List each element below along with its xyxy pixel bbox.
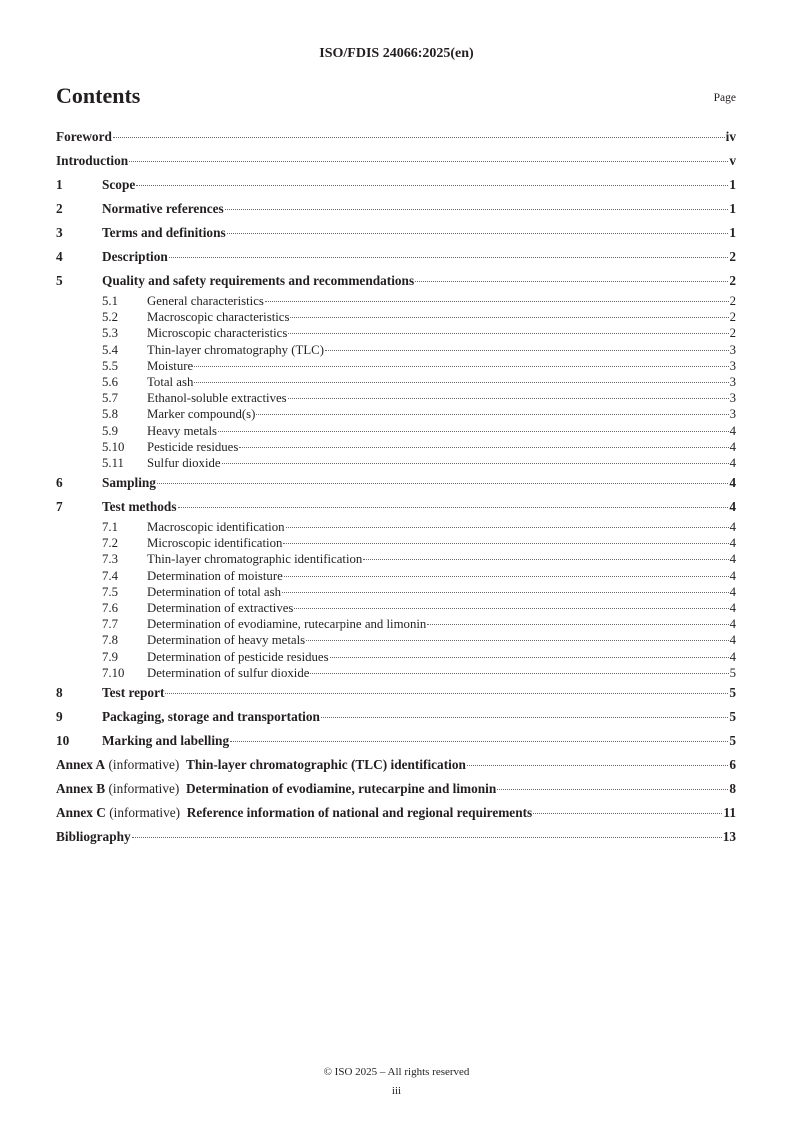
entry-page: iv bbox=[725, 129, 736, 144]
entry-title: Macroscopic identification bbox=[147, 520, 285, 535]
entry-page: 11 bbox=[723, 804, 736, 820]
entry-title: Introduction bbox=[56, 153, 129, 168]
dot-leader bbox=[129, 161, 728, 162]
entry-title: Determination of pesticide residues bbox=[147, 649, 329, 664]
dot-leader bbox=[227, 233, 729, 234]
toc-entry[interactable] bbox=[56, 125, 736, 149]
toc-entry[interactable] bbox=[56, 825, 736, 849]
toc-annex-entry[interactable] bbox=[56, 753, 736, 777]
toc-subentry[interactable] bbox=[56, 519, 736, 535]
entry-title: Test methods bbox=[102, 499, 177, 515]
entry-number: 5.7 bbox=[102, 391, 118, 406]
toc-subentry[interactable] bbox=[56, 423, 736, 439]
entry-page: 4 bbox=[729, 601, 736, 615]
page-title: Contents bbox=[56, 83, 141, 108]
entry-number: 10 bbox=[56, 732, 70, 748]
dot-leader bbox=[282, 592, 729, 593]
toc-subentry[interactable] bbox=[56, 293, 736, 309]
entry-page: 4 bbox=[729, 536, 736, 551]
entry-title: Pesticide residues bbox=[147, 439, 239, 454]
toc-subentry[interactable] bbox=[56, 649, 736, 665]
dot-leader bbox=[288, 398, 729, 399]
entry-number: 9 bbox=[56, 708, 63, 724]
entry-title: Marker compound(s) bbox=[147, 407, 256, 422]
dot-leader bbox=[290, 317, 728, 318]
toc-entry[interactable] bbox=[56, 245, 736, 269]
entry-page: 2 bbox=[729, 326, 736, 341]
toc-annex-entry[interactable] bbox=[56, 801, 736, 825]
entry-title: Determination of moisture bbox=[147, 568, 283, 583]
entry-title: Quality and safety requirements and recommendations bbox=[102, 273, 415, 288]
entry-number: 5.6 bbox=[102, 374, 118, 389]
entry-title: Total ash bbox=[147, 374, 194, 389]
entry-title: Thin-layer chromatography (TLC) bbox=[147, 342, 324, 357]
dot-leader bbox=[363, 559, 728, 560]
entry-title: Heavy metals bbox=[147, 423, 218, 438]
dot-leader bbox=[194, 366, 728, 367]
dot-leader bbox=[222, 463, 729, 464]
table-of-contents bbox=[56, 125, 736, 849]
entry-title: Packaging, storage and transportation bbox=[102, 708, 320, 724]
entry-number: 7.4 bbox=[102, 568, 118, 583]
toc-subentry[interactable] bbox=[56, 455, 736, 471]
entry-page: 5 bbox=[729, 732, 736, 748]
entry-title: Sulfur dioxide bbox=[147, 455, 221, 470]
toc-subentry[interactable] bbox=[56, 551, 736, 567]
entry-number: 7.6 bbox=[102, 601, 118, 615]
entry-number: 4 bbox=[56, 249, 63, 264]
entry-number: 7.2 bbox=[102, 536, 118, 551]
entry-number: 8 bbox=[56, 684, 63, 700]
dot-leader bbox=[288, 333, 728, 334]
toc-subentry[interactable] bbox=[56, 535, 736, 551]
toc-subentry[interactable] bbox=[56, 358, 736, 374]
entry-title: Determination of evodiamine, rutecarpine and limonin bbox=[186, 780, 497, 796]
annex-label: Annex A bbox=[56, 756, 106, 772]
dot-leader bbox=[136, 185, 728, 186]
dot-leader bbox=[321, 717, 728, 718]
entry-title: Sampling bbox=[102, 475, 156, 491]
toc-subentry[interactable] bbox=[56, 406, 736, 422]
entry-number: 7.5 bbox=[102, 584, 118, 599]
toc-subentry[interactable] bbox=[56, 665, 736, 681]
entry-title: Description bbox=[102, 249, 168, 264]
entry-page: 6 bbox=[729, 756, 736, 772]
entry-page: 4 bbox=[729, 439, 736, 454]
entry-title: Test report bbox=[102, 684, 165, 700]
entry-number: 1 bbox=[56, 177, 63, 192]
entry-page: 3 bbox=[729, 407, 736, 422]
entry-page: 4 bbox=[729, 568, 736, 583]
dot-leader bbox=[310, 673, 728, 674]
toc-subentry[interactable] bbox=[56, 584, 736, 600]
entry-title: Determination of extractives bbox=[147, 601, 294, 615]
toc-entry[interactable] bbox=[56, 705, 736, 729]
dot-leader bbox=[165, 693, 728, 694]
dot-leader bbox=[325, 350, 729, 351]
dot-leader bbox=[132, 837, 722, 838]
entry-page: 4 bbox=[729, 520, 736, 535]
dot-leader bbox=[284, 576, 729, 577]
entry-title: Terms and definitions bbox=[102, 225, 226, 240]
entry-number: 3 bbox=[56, 225, 63, 240]
entry-page: 4 bbox=[729, 584, 736, 599]
toc-subentry[interactable] bbox=[56, 600, 736, 616]
dot-leader bbox=[239, 447, 728, 448]
toc-subentry[interactable] bbox=[56, 309, 736, 325]
toc-subentry[interactable] bbox=[56, 390, 736, 406]
toc-subentry[interactable] bbox=[56, 374, 736, 390]
entry-page: 4 bbox=[729, 633, 736, 648]
entry-page: 1 bbox=[729, 201, 736, 216]
toc-entry[interactable] bbox=[56, 269, 736, 293]
entry-number: 5 bbox=[56, 273, 63, 288]
entry-page: 13 bbox=[722, 828, 736, 844]
entry-number: 5.5 bbox=[102, 358, 118, 373]
dot-leader bbox=[194, 382, 728, 383]
entry-page: 8 bbox=[729, 780, 736, 796]
toc-entry[interactable] bbox=[56, 149, 736, 173]
entry-title: Marking and labelling bbox=[102, 732, 230, 748]
toc-subentry[interactable] bbox=[56, 342, 736, 358]
entry-title: Determination of heavy metals bbox=[147, 633, 306, 648]
dot-leader bbox=[157, 483, 728, 484]
entry-title: Determination of evodiamine, rutecarpine and limonin bbox=[147, 617, 427, 632]
entry-number: 7.8 bbox=[102, 633, 118, 648]
toc-entry[interactable] bbox=[56, 681, 736, 705]
dot-leader bbox=[178, 507, 729, 508]
entry-title: Moisture bbox=[147, 358, 194, 373]
entry-number: 5.3 bbox=[102, 326, 118, 341]
entry-title: Scope bbox=[102, 177, 136, 192]
dot-leader bbox=[415, 281, 728, 282]
entry-page: 2 bbox=[729, 273, 736, 288]
entry-page: 4 bbox=[729, 552, 736, 567]
dot-leader bbox=[467, 765, 728, 766]
document-header: ISO/FDIS 24066:2025(en) bbox=[319, 46, 474, 61]
entry-page: 4 bbox=[729, 475, 736, 491]
dot-leader bbox=[113, 137, 725, 138]
page-number: iii bbox=[391, 1085, 402, 1097]
toc-subentry[interactable] bbox=[56, 632, 736, 648]
entry-page: 2 bbox=[729, 310, 736, 325]
entry-page: 4 bbox=[729, 499, 736, 515]
entry-title: Determination of sulfur dioxide bbox=[147, 665, 310, 680]
entry-title: Normative references bbox=[102, 201, 224, 216]
dot-leader bbox=[256, 414, 728, 415]
dot-leader bbox=[265, 301, 729, 302]
entry-title: Thin-layer chromatographic identification bbox=[147, 552, 363, 567]
entry-page: 3 bbox=[729, 342, 736, 357]
entry-number: 5.10 bbox=[102, 439, 125, 454]
entry-number: 5.9 bbox=[102, 423, 118, 438]
annex-type: (informative) bbox=[108, 780, 180, 796]
annex-type: (informative) bbox=[108, 756, 180, 772]
annex-label: Annex C bbox=[56, 804, 106, 820]
toc-entry[interactable] bbox=[56, 173, 736, 197]
entry-number: 5.2 bbox=[102, 310, 118, 325]
dot-leader bbox=[169, 257, 729, 258]
dot-leader bbox=[286, 527, 729, 528]
entry-title: Ethanol-soluble extractives bbox=[147, 391, 287, 406]
entry-number: 5.11 bbox=[102, 455, 124, 470]
dot-leader bbox=[230, 741, 728, 742]
toc-subentry[interactable] bbox=[56, 568, 736, 584]
toc-entry[interactable] bbox=[56, 729, 736, 753]
annex-label: Annex B bbox=[56, 780, 106, 796]
entry-page: 1 bbox=[729, 177, 736, 192]
toc-entry[interactable] bbox=[56, 221, 736, 245]
entry-number: 7.3 bbox=[102, 552, 118, 567]
entry-title: Macroscopic characteristics bbox=[147, 310, 290, 325]
entry-title: Microscopic characteristics bbox=[147, 326, 288, 341]
entry-title: Thin-layer chromatographic (TLC) identification bbox=[186, 756, 466, 772]
toc-subentry[interactable] bbox=[56, 325, 736, 341]
entry-number: 7.10 bbox=[102, 665, 125, 680]
toc-annex-entry[interactable] bbox=[56, 777, 736, 801]
entry-number: 6 bbox=[56, 475, 63, 491]
entry-page: 3 bbox=[729, 391, 736, 406]
entry-page: 3 bbox=[729, 374, 736, 389]
entry-page: 5 bbox=[729, 708, 736, 724]
dot-leader bbox=[306, 640, 728, 641]
toc-entry[interactable] bbox=[56, 197, 736, 221]
entry-title: Bibliography bbox=[56, 828, 131, 844]
toc-subentry[interactable] bbox=[56, 439, 736, 455]
entry-page: 5 bbox=[729, 665, 736, 680]
entry-number: 5.8 bbox=[102, 407, 118, 422]
entry-page: 5 bbox=[729, 684, 736, 700]
dot-leader bbox=[497, 789, 728, 790]
entry-title: Microscopic identification bbox=[147, 536, 283, 551]
entry-page: 3 bbox=[729, 358, 736, 373]
toc-entry[interactable] bbox=[56, 471, 736, 495]
entry-number: 7.1 bbox=[102, 520, 118, 535]
annex-type: (informative) bbox=[109, 804, 181, 820]
entry-number: 5.4 bbox=[102, 342, 118, 357]
dot-leader bbox=[533, 813, 722, 814]
entry-title: Determination of total ash bbox=[147, 584, 281, 599]
entry-number: 2 bbox=[56, 201, 63, 216]
entry-page: 4 bbox=[729, 423, 736, 438]
entry-page: 2 bbox=[729, 249, 736, 264]
copyright-footer: © ISO 2025 – All rights reserved bbox=[323, 1066, 470, 1078]
entry-title: Foreword bbox=[56, 129, 112, 144]
page-column-label: Page bbox=[713, 92, 736, 104]
dot-leader bbox=[427, 624, 728, 625]
entry-page: 4 bbox=[729, 617, 736, 632]
toc-entry[interactable] bbox=[56, 495, 736, 519]
entry-page: 4 bbox=[729, 649, 736, 664]
dot-leader bbox=[225, 209, 729, 210]
entry-page: 4 bbox=[729, 455, 736, 470]
entry-title: Reference information of national and regional requirements bbox=[186, 804, 533, 820]
entry-page: v bbox=[729, 153, 736, 168]
dot-leader bbox=[283, 543, 728, 544]
toc-subentry[interactable] bbox=[56, 616, 736, 632]
dot-leader bbox=[294, 608, 728, 609]
dot-leader bbox=[218, 431, 729, 432]
dot-leader bbox=[330, 657, 729, 658]
entry-page: 1 bbox=[729, 225, 736, 240]
entry-number: 7.7 bbox=[102, 617, 118, 632]
entry-title: General characteristics bbox=[147, 294, 264, 308]
entry-number: 7 bbox=[56, 499, 63, 515]
entry-number: 5.1 bbox=[102, 294, 118, 308]
entry-number: 7.9 bbox=[102, 649, 118, 664]
entry-page: 2 bbox=[729, 294, 736, 308]
